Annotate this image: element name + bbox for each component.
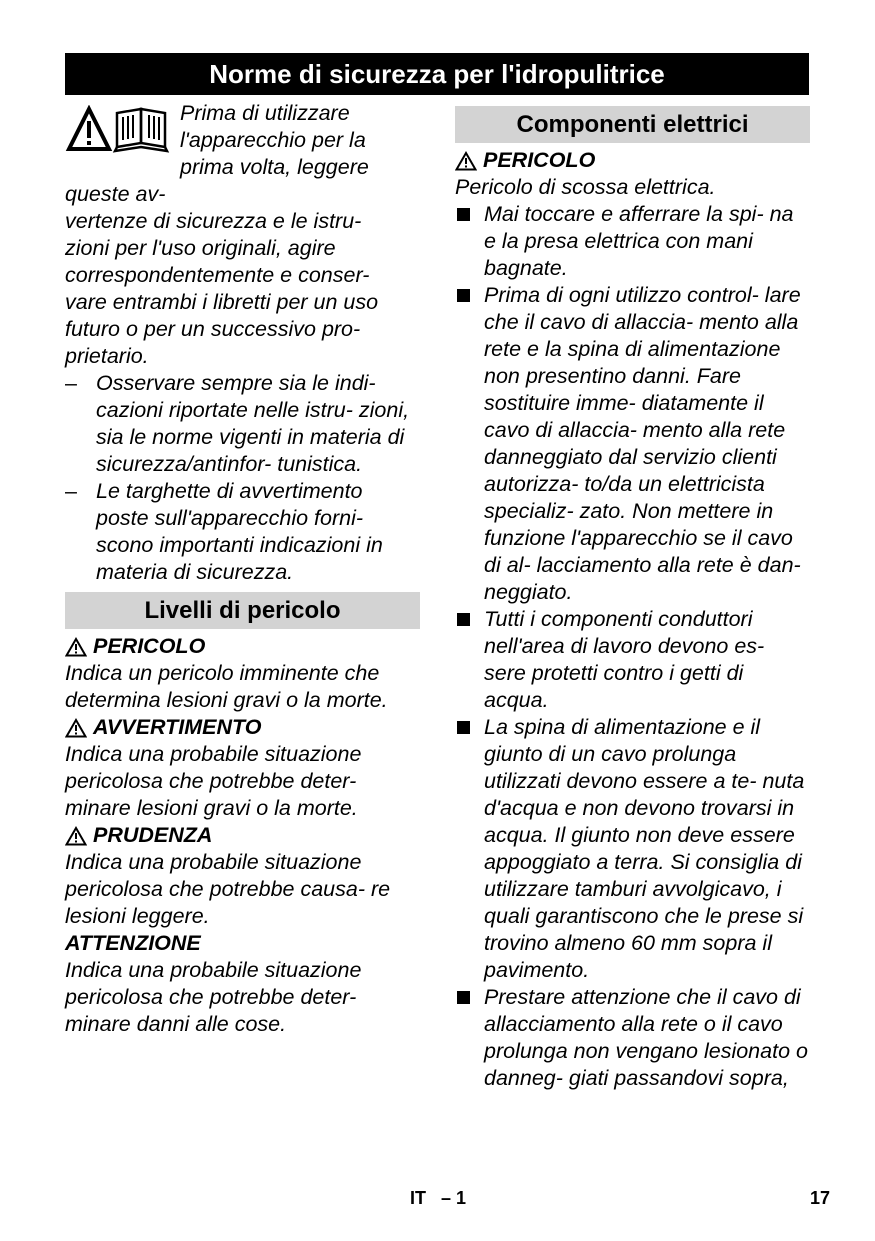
danger-level-pericolo [65,633,420,714]
list-item: Mai toccare e afferrare la spi- na e la presa elettrica con mani bagnate. [455,201,810,282]
square-bullet-icon [457,208,470,221]
list-item: La spina di alimentazione e il giunto di un cavo prolunga utilizzati devono essere a te- nuta d'acqua e non devono trovarsi in acqua. Il giunto non deve essere appoggiato a terra. Si consiglia di utilizzare tamburi avvolgicavo, i quali garantiscono che le prese si trovino almeno 60 mm sopra il pavimento. [455,714,810,984]
danger-level-avvertimento [65,714,420,822]
level-title: AVVERTIMENTO [65,714,420,741]
level-description: Indica una probabile situazione pericolosa che potrebbe deter- minare danni alle cose. [65,958,362,1036]
intro-block [65,100,420,370]
warning-triangle-icon [65,637,87,657]
level-title: PRUDENZA [65,822,420,849]
electrical-list [455,201,810,1092]
intro-text: Prima di utilizzare l'apparecchio per la prima volta, leggere queste av- vertenze di sicurezza e le istru- zioni per l'uso originali, agire correspondentemente e conser- vare entrambi i libretti per un uso futuro o per un successivo pro- prietario. [65,101,379,368]
warning-and-manual-icon [65,105,177,155]
warning-triangle-icon [65,718,87,738]
page-title: Norme di sicurezza per l'idropulitrice [65,53,809,95]
square-bullet-icon [457,991,470,1004]
warning-triangle-icon [455,151,477,171]
danger-title: PERICOLO [455,147,810,174]
dash-marker: – [65,479,77,503]
section-heading-electrical: Componenti elettrici [455,106,810,143]
square-bullet-icon [457,613,470,626]
list-item: Prestare attenzione che il cavo di allacciamento alla rete o il cavo prolunga non vengano lesionato o danneg- giati passandovi sopra, [455,984,810,1092]
square-bullet-icon [457,721,470,734]
list-item: – Le targhette di avvertimento poste sull'apparecchio forni- scono importanti indicazioni in materia di sicurezza. [65,479,383,584]
intro-bullet-list [65,370,420,586]
page-number: 17 [810,1188,831,1208]
level-description: Indica una probabile situazione pericolosa che potrebbe deter- minare lesioni gravi o la morte. [65,742,362,820]
left-column [65,100,420,1038]
level-description: Indica una probabile situazione pericolosa che potrebbe causa- re lesioni leggere. [65,850,391,928]
level-title: ATTENZIONE [65,931,201,955]
section-heading-levels: Livelli di pericolo [65,592,420,629]
dash-marker: – [65,371,77,395]
warning-triangle-icon [65,826,87,846]
right-column [455,100,810,1092]
danger-text: Pericolo di scossa elettrica. [455,175,716,199]
danger-level-prudenza [65,822,420,930]
level-description: Indica un pericolo imminente che determina lesioni gravi o la morte. [65,661,388,712]
list-item: Tutti i componenti conduttori nell'area di lavoro devono es- sere protetti contro i getti di acqua. [455,606,810,714]
footer-section-label: IT – 1 [410,1188,467,1208]
list-item: – Osservare sempre sia le indi- cazioni riportate nelle istru- zioni, sia le norme vigenti in materia di sicurezza/antinfor- tunistica. [65,371,410,476]
list-item: Prima di ogni utilizzo control- lare che il cavo di allaccia- mento alla rete e la spina di alimentazione non presentino danni. Fare sostituire imme- diatamente il cavo di allaccia- mento alla rete danneggiato dal servizio clienti autorizza- to/da un elettricista specializ- zato. Non mettere in funzione l'apparecchio se il cavo di al- lacciamento alla rete è dan- neggiato. [455,282,810,606]
level-title: PERICOLO [65,633,420,660]
danger-level-attenzione [65,930,420,1038]
square-bullet-icon [457,289,470,302]
